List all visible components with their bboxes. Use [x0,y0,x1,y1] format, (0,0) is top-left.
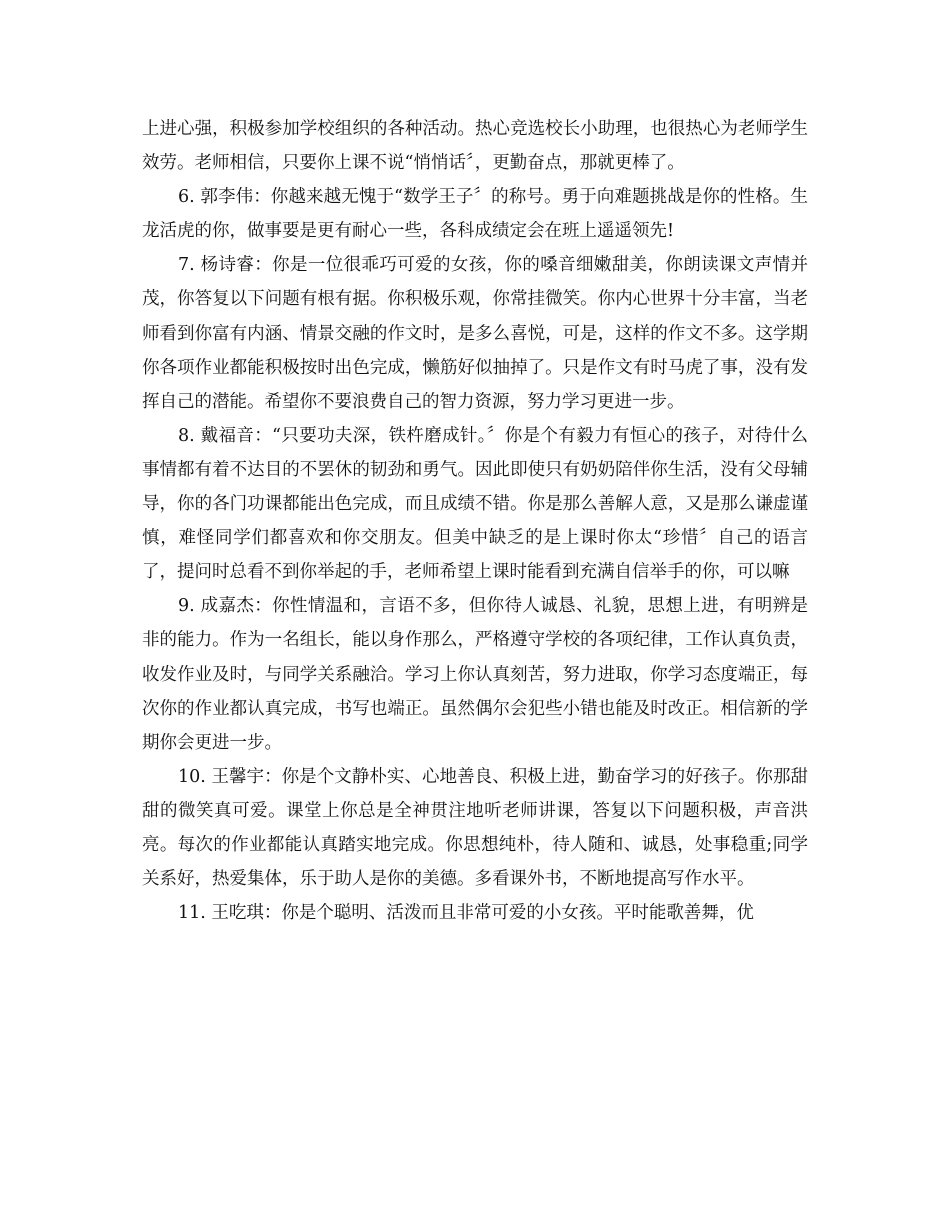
paragraph-item-6: 6. 郭李伟：你越来越无愧于“数学王子〞的称号。勇于向难题挑战是你的性格。生龙活虎的你，做事要是更有耐心一些，各科成绩定会在班上遥遥领先! [142,187,808,242]
paragraph-item-8: 8. 戴福音：“只要功夫深，铁杵磨成针。〞你是个有毅力有恒心的孩子，对待什么事情都有着不达目的不罢休的韧劲和勇气。因此即使只有奶奶陪伴你生活，没有父母辅导，你的各门功课都能出色完成，而且成绩不错。你是那么善解人意，又是那么谦虚谨慎，难怪同学们都喜欢和你交朋友。但美中缺乏的是上课时你太“珍惜〞自己的语言了，提问时总看不到你举起的手，老师希望上课时能看到充满自信举手的你，可以嘛 [142,425,808,583]
paragraph-item-9: 9. 成嘉杰：你性情温和，言语不多，但你待人诚恳、礼貌，思想上进，有明辨是非的能力。作为一名组长，能以身作那么，严格遵守学校的各项纪律，工作认真负责，收发作业及时，与同学关系融洽。学习上你认真刻苦，努力进取，你学习态度端正，每次你的作业都认真完成，书写也端正。虽然偶尔会犯些小错也能及时改正。相信新的学期你会更进一步。 [142,596,808,753]
paragraph-continuation: 上进心强，积极参加学校组织的各种活动。热心竞选校长小助理，也很热心为老师学生效劳。老师相信，只要你上课不说“悄悄话〞，更勤奋点，那就更棒了。 [142,119,808,174]
paragraph-item-11: 11. 王吃琪：你是个聪明、活泼而且非常可爱的小女孩。平时能歌善舞，优 [178,903,754,924]
paragraph-item-7: 7. 杨诗睿：你是一位很乖巧可爱的女孩，你的嗓音细嫩甜美，你朗读课文声情并茂，你答复以下问题有根有据。你积极乐观，你常挂微笑。你内心世界十分丰富，当老师看到你富有内涵、情景交融的作文时，是多么喜悦，可是，这样的作文不多。这学期你各项作业都能积极按时出色完成，懒筋好似抽掉了。只是作文有时马虎了事，没有发挥自己的潜能。希望你不要浪费自己的智力资源，努力学习更进一步。 [142,255,808,412]
document-body [142,112,808,930]
paragraph-item-10: 10. 王馨宇：你是个文静朴实、心地善良、积极上进，勤奋学习的好孩子。你那甜甜的微笑真可爱。课堂上你总是全神贯注地听老师讲课，答复以下问题积极，声音洪亮。每次的作业都能认真踏实地完成。你思想纯朴，待人随和、诚恳，处事稳重;同学关系好，热爱集体，乐于助人是你的美德。多看课外书，不断地提高写作水平。 [142,766,808,890]
